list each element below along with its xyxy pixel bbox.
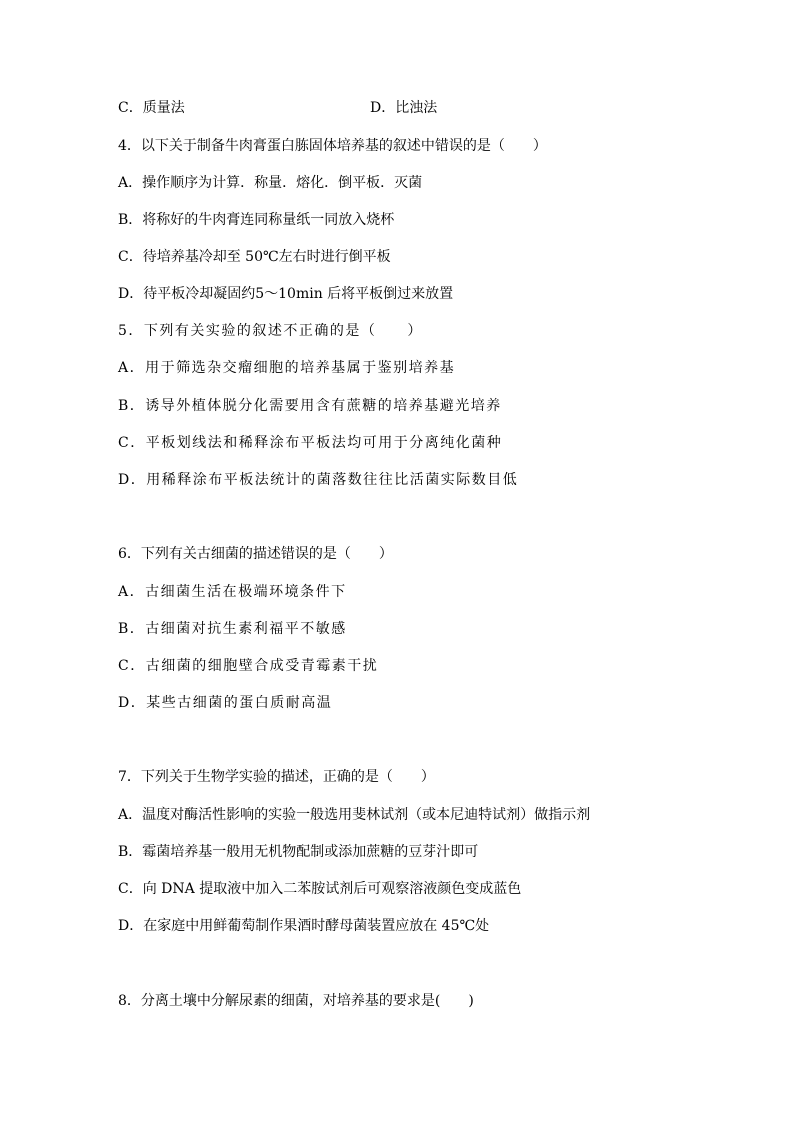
q6-option-d: D．某些古细菌的蛋白质耐高温 xyxy=(118,695,333,711)
q6-option-b: B．古细菌对抗生素利福平不敏感 xyxy=(118,621,347,637)
q5-option-c: C．平板划线法和稀释涂布平板法均可用于分离纯化菌种 xyxy=(118,435,503,451)
q6-option-a: A．古细菌生活在极端环境条件下 xyxy=(118,584,347,600)
q8-stem: 8．分离土壤中分解尿素的细菌，对培养基的要求是( ) xyxy=(118,993,474,1009)
q4-stem: 4．以下关于制备牛肉膏蛋白胨固体培养基的叙述中错误的是（ ） xyxy=(118,138,547,154)
q7-option-a: A．温度对酶活性影响的实验一般选用斐林试剂（或本尼迪特试剂）做指示剂 xyxy=(118,807,591,823)
q3-options-row xyxy=(118,99,438,117)
q6-stem: 6．下列有关古细菌的描述错误的是（ ） xyxy=(118,546,393,562)
q5-option-d: D．用稀释涂布平板法统计的菌落数往往比活菌实际数目低 xyxy=(118,472,519,488)
q4-option-d: D．待平板冷却凝固约5～10min 后将平板倒过来放置 xyxy=(118,286,454,302)
q3-option-c: C．质量法 xyxy=(118,100,185,116)
q6-option-c: C．古细菌的细胞壁合成受青霉素干扰 xyxy=(118,658,379,674)
q3-option-d: D．比浊法 xyxy=(370,100,438,116)
q4-option-a: A．操作顺序为计算．称量．熔化．倒平板．灭菌 xyxy=(118,175,423,191)
q7-option-b: B．霉菌培养基一般用无机物配制或添加蔗糖的豆芽汁即可 xyxy=(118,844,479,860)
q4-option-c: C．待培养基冷却至 50℃左右时进行倒平板 xyxy=(118,249,391,265)
q7-stem: 7．下列关于生物学实验的描述，正确的是（ ） xyxy=(118,769,435,785)
q5-stem: 5．下列有关实验的叙述不正确的是（ ） xyxy=(118,323,423,339)
q5-option-a: A．用于筛选杂交瘤细胞的培养基属于鉴别培养基 xyxy=(118,360,456,376)
q7-option-d: D．在家庭中用鲜葡萄制作果酒时酵母菌装置应放在 45℃处 xyxy=(118,918,490,934)
q4-option-b: B．将称好的牛肉膏连同称量纸一同放入烧杯 xyxy=(118,212,395,228)
q5-option-b: B．诱导外植体脱分化需要用含有蔗糖的培养基避光培养 xyxy=(118,398,502,414)
q7-option-c: C．向 DNA 提取液中加入二苯胺试剂后可观察溶液颜色变成蓝色 xyxy=(118,881,522,897)
